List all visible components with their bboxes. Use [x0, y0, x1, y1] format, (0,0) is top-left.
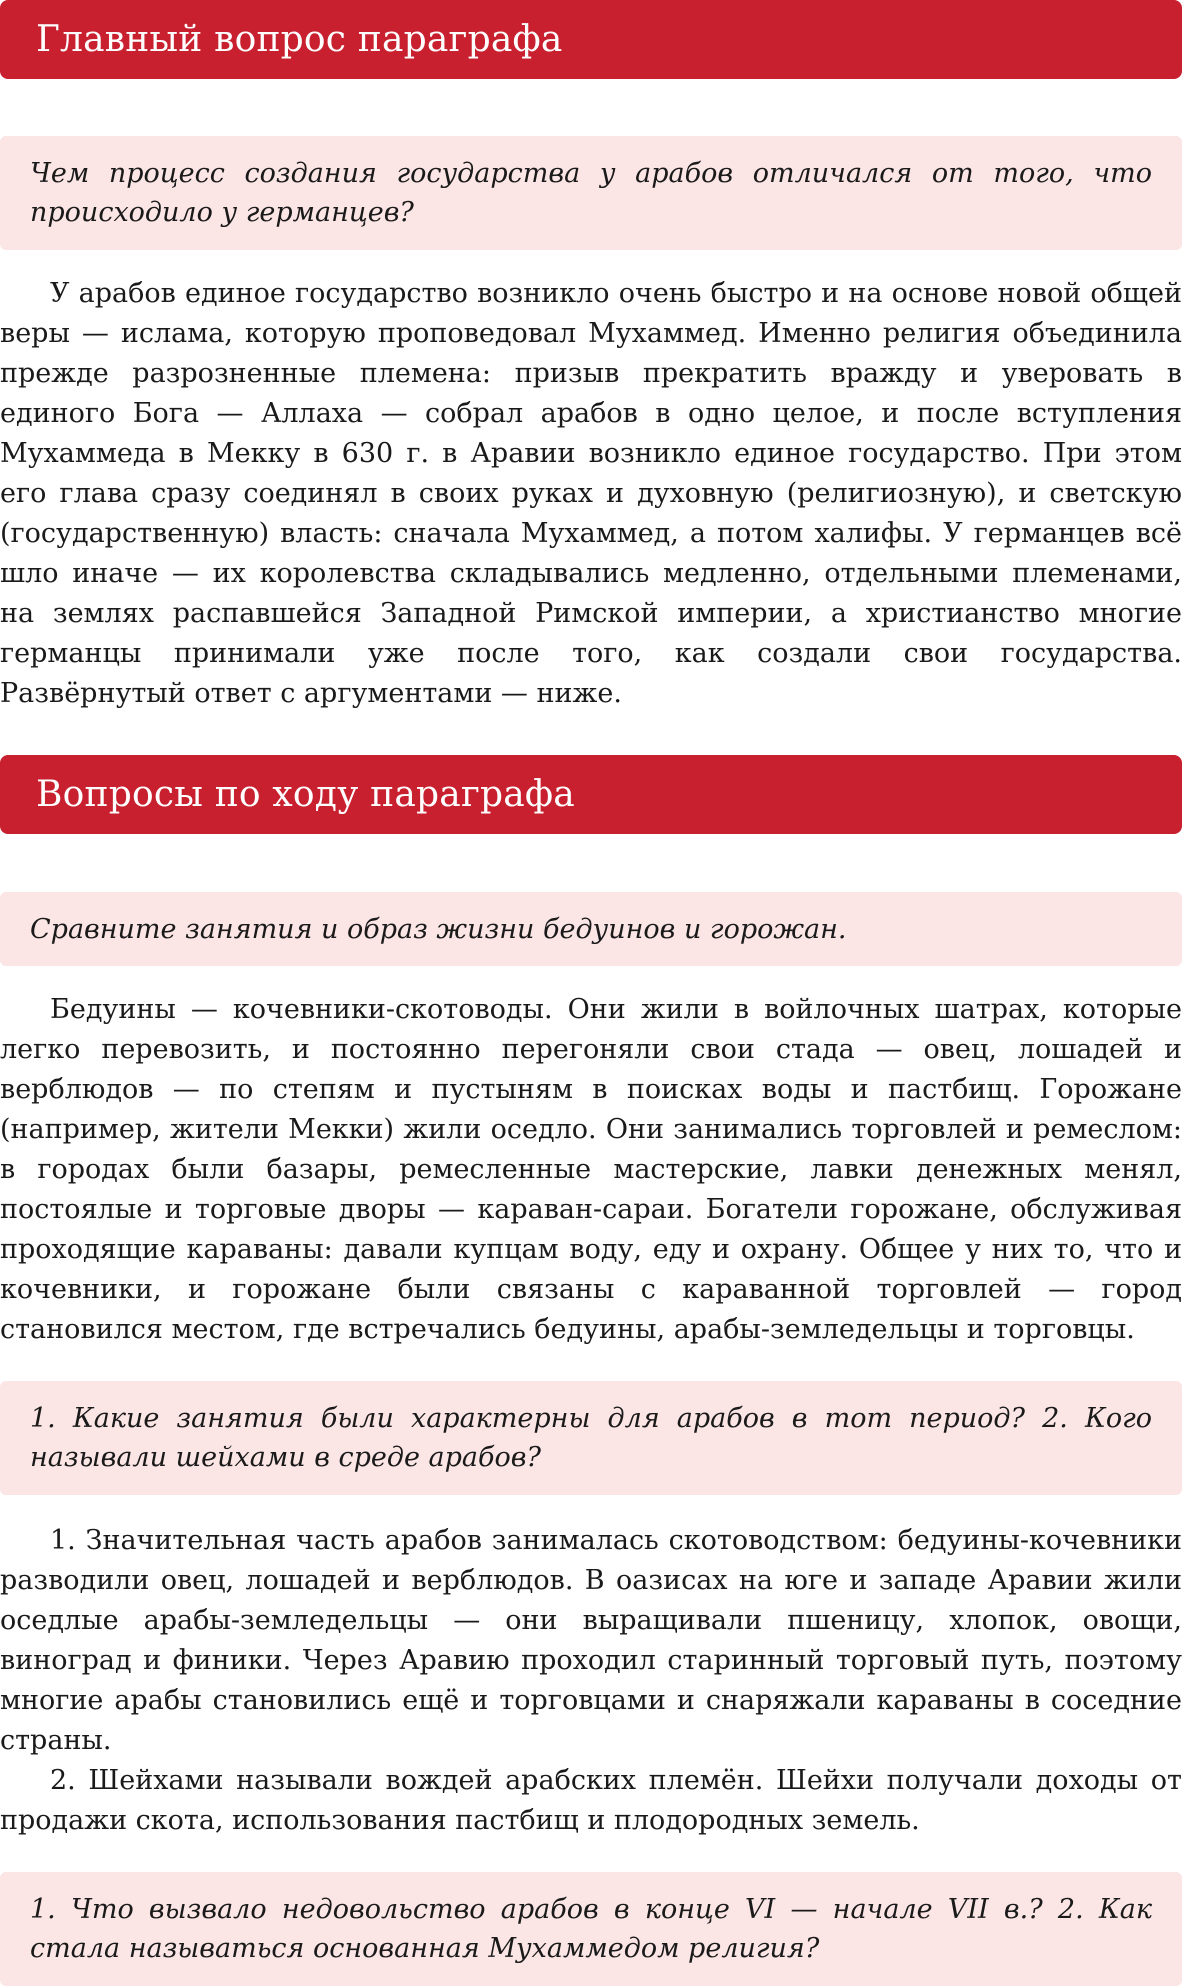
- section-heading-main: [0, 0, 1182, 79]
- question-box-3: [0, 1872, 1182, 1986]
- question-box-main: [0, 136, 1182, 250]
- answer-1-text: Бедуины — кочевники-скотоводы. Они жили в войлочных шатрах, которые легко перевозить, и постоянно перегоняли свои стада — овец, лошадей и верблюдов — по степям и пустыням в поисках воды и пастбищ. Горожане (например, жители Мекки) жили оседло. Они занимались торговлей и ремеслом: в городах были базары, ремесленные мастерские, лавки денежных менял, постоялые и торговые дворы — караван-сараи. Богатели горожане, обслуживая проходящие караваны: давали купцам воду, еду и охрану. Общее у них то, что и кочевники, и горожане были связаны с караванной торговлей — город становился местом, где встречались бедуины, арабы-земледельцы и торговцы.: [0, 994, 1182, 1345]
- section-heading-main-text: Главный вопрос параграфа: [36, 18, 563, 60]
- section-heading-course: [0, 755, 1182, 834]
- answer-2: [0, 1521, 1182, 1841]
- question-box-2: [0, 1381, 1182, 1495]
- question-main-text: Чем процесс создания государства у арабов отличался от того, что происходило у германцев?: [30, 158, 1152, 228]
- question-2-text: 1. Какие занятия были характерны для арабов в тот период? 2. Кого называли шейхами в среде арабов?: [30, 1403, 1152, 1473]
- answer-1: [0, 990, 1182, 1350]
- question-1-text: Сравните занятия и образ жизни бедуинов и горожан.: [30, 913, 847, 945]
- answer-main-text: У арабов единое государство возникло очень быстро и на основе новой общей веры — ислама, которую проповедовал Мухаммед. Именно религия объединила прежде разрозненные племена: призыв прекратить вражду и уверовать в единого Бога — Аллаха — собрал арабов в одно целое, и после вступления Мухаммеда в Мекку в 630 г. в Аравии возникло единое государство. При этом его глава сразу соединял в своих руках и духовную (религиозную), и светскую (государственную) власть: сначала Мухаммед, а потом халифы. У германцев всё шло иначе — их королевства складывались медленно, отдельными племенами, на землях распавшейся Западной Римской империи, а христианство многие германцы принимали уже после того, как создали свои государства. Развёрнутый ответ с аргументами — ниже.: [0, 278, 1182, 709]
- section-heading-course-text: Вопросы по ходу параграфа: [36, 773, 575, 815]
- question-3-text: 1. Что вызвало недовольство арабов в конце VI — начале VII в.? 2. Как стала называться основанная Мухаммедом религия?: [30, 1894, 1152, 1964]
- answer-2-paragraph-2: 2. Шейхами называли вождей арабских племён. Шейхи получали доходы от продажи скота, использования пастбищ и плодородных земель.: [0, 1765, 1182, 1836]
- question-box-1: [0, 892, 1182, 966]
- answer-2-paragraph-1: 1. Значительная часть арабов занималась скотоводством: бедуины-кочевники разводили овец, лошадей и верблюдов. В оазисах на юге и западе Аравии жили оседлые арабы-земледельцы — они выращивали пшеницу, хлопок, овощи, виноград и финики. Через Аравию проходил старинный торговый путь, поэтому многие арабы становились ещё и торговцами и снаряжали караваны в соседние страны.: [0, 1525, 1182, 1756]
- answer-main: [0, 274, 1182, 714]
